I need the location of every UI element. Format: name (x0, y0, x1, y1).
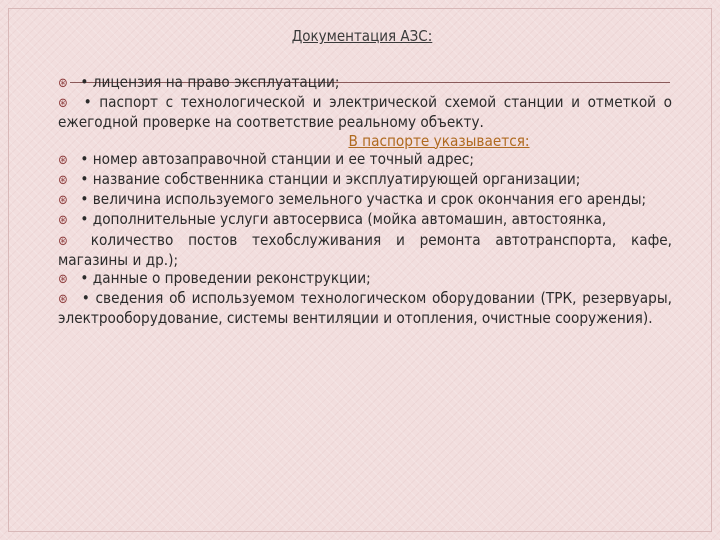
bullet-icon: ⊛ (58, 96, 68, 112)
list-item: ⊛ количество постов техобслуживания и ремонта автотранспорта, кафе, магазины и др.); (58, 230, 672, 269)
bullet-icon: ⊛ (58, 213, 68, 229)
bullet-icon: ⊛ (58, 76, 68, 91)
slide-body (58, 73, 672, 328)
page-title: Документация АЗС: (291, 27, 433, 45)
list-item: ⊛ • величина используемого земельного участка и срок окончания его аренды; (58, 190, 672, 210)
bullet-icon: ⊛ (58, 292, 68, 308)
bullet-icon: ⊛ (58, 272, 68, 288)
bullet-icon: ⊛ (58, 152, 68, 168)
bullet-icon: ⊛ (58, 173, 68, 189)
section-heading: В паспорте указывается: (348, 131, 530, 150)
list-item: ⊛ • дополнительные услуги автосервиса (мойка автомашин, автостоянка, (58, 210, 672, 230)
bullet-icon: ⊛ (58, 193, 68, 209)
list-item: ⊛ • номер автозаправочной станции и ее точный адрес; (58, 150, 672, 170)
list-item: ⊛ • название собственника станции и эксплуатирующей организации; (58, 170, 672, 190)
list-item: ⊛ • данные о проведении реконструкции; (58, 269, 672, 289)
list-item: ⊛ • паспорт с технологической и электрической схемой станции и отметкой о ежегодной проверке на соответствие реальному объекту. (58, 93, 672, 132)
list-item: ⊛ • лицензия на право эксплуатации; (58, 73, 672, 93)
list-item: ⊛ • сведения об используемом технологическом оборудовании (ТРК, резервуары, электрооборудование, системы вентиляции и отопления, очистные сооружения). (58, 289, 672, 328)
bullet-icon: ⊛ (58, 233, 68, 249)
